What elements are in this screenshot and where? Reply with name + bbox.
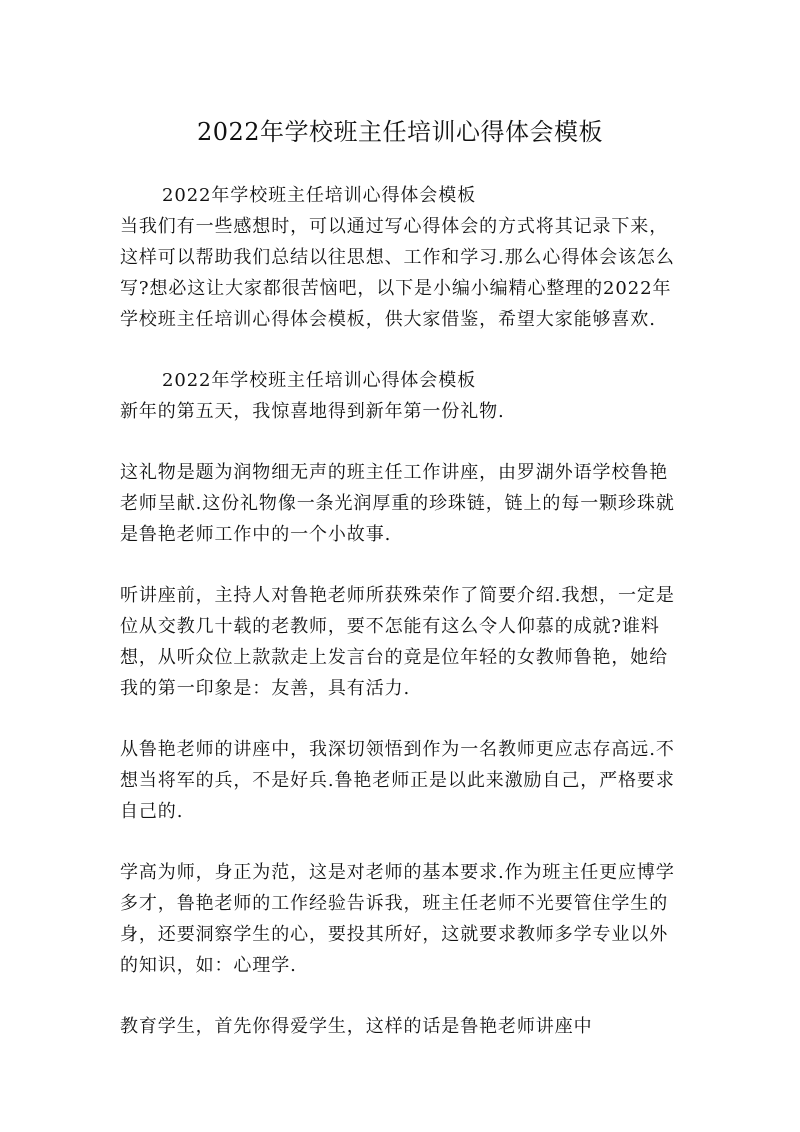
document-body — [120, 180, 680, 1072]
paragraph-ambition: 从鲁艳老师的讲座中，我深切领悟到作为一名教师更应志存高远.不想当将军的兵，不是好兵.鲁艳老师正是以此来激励自己，严格要求自己的. — [120, 739, 675, 822]
paragraph-love-students: 教育学生，首先你得爱学生，这样的话是鲁艳老师讲座中 — [120, 1016, 593, 1037]
paragraph-text: 新年的第五天，我惊喜地得到新年第一份礼物. — [120, 401, 505, 422]
paragraph-before-lecture: 听讲座前，主持人对鲁艳老师所获殊荣作了简要介绍.我想，一定是位从交教几十载的老教师，要不怎能有这么令人仰慕的成就?谁料想，从听众位上款款走上发言台的竟是位年轻的女教师鲁艳，她给我的第一印象是：友善，具有活力. — [120, 585, 675, 699]
paragraph-text: 当我们有一些感想时，可以通过写心得体会的方式将其记录下来，这样可以帮助我们总结以往思想、工作和学习.那么心得体会该怎么写?想必这让大家都很苦恼吧，以下是小编小编精心整理的2022年学校班主任培训心得体会模板，供大家借鉴，希望大家能够喜欢. — [120, 216, 675, 330]
paragraph-lecture: 这礼物是题为润物细无声的班主任工作讲座，由罗湖外语学校鲁艳老师呈献.这份礼物像一条光润厚重的珍珠链，链上的每一颗珍珠就是鲁艳老师工作中的一个小故事. — [120, 462, 675, 545]
paragraph-intro — [120, 180, 680, 335]
paragraph-first-gift — [120, 365, 680, 427]
document-title: 2022年学校班主任培训心得体会模板 — [196, 118, 604, 146]
paragraph-subtitle: 2022年学校班主任培训心得体会模板 — [162, 185, 477, 206]
paragraph-teacher-standard: 学高为师，身正为范，这是对老师的基本要求.作为班主任更应博学多才，鲁艳老师的工作经验告诉我，班主任老师不光要管住学生的身，还要洞察学生的心，要投其所好，这就要求教师多学专业以外的知识，如：心理学. — [120, 862, 675, 976]
paragraph-subtitle: 2022年学校班主任培训心得体会模板 — [162, 370, 477, 391]
